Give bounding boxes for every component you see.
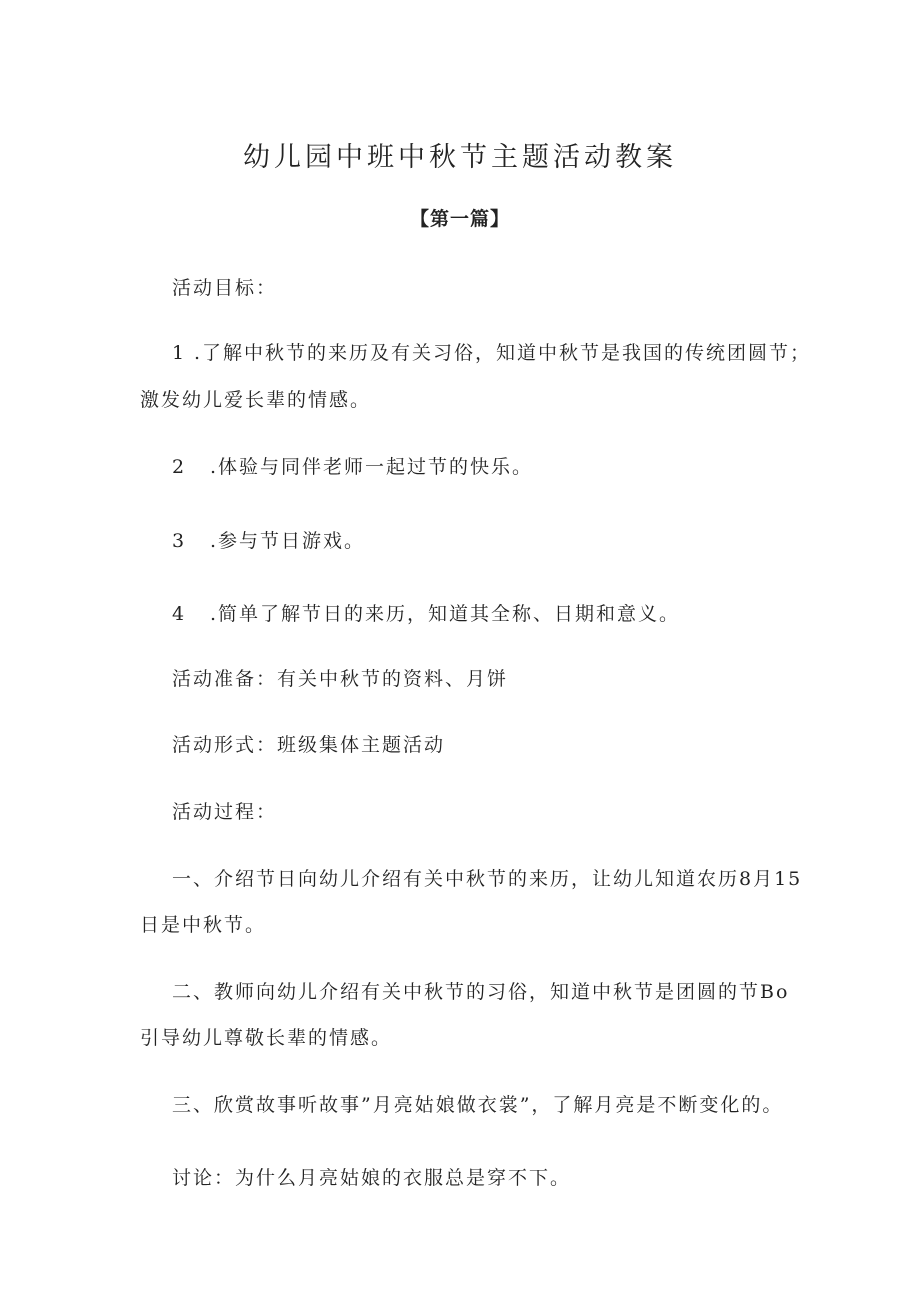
- paragraph-goal-1: [172, 341, 811, 365]
- document-title: 幼儿园中班中秋节主题活动教案: [243, 142, 677, 173]
- paragraph-discussion: 讨论：为什么月亮姑娘的衣服总是穿不下。: [172, 1167, 572, 1189]
- list-number: 3: [172, 530, 187, 552]
- paragraph-step-2: 二、教师向幼儿介绍有关中秋节的习俗，知道中秋节是团圆的节Bo: [172, 981, 790, 1003]
- paragraph-step-2-cont: 引导幼儿尊敬长辈的情感。: [140, 1027, 393, 1049]
- list-number: 2: [172, 456, 187, 478]
- paragraph-goals-heading: 活动目标：: [172, 277, 278, 299]
- paragraph-goal-4: [172, 602, 680, 626]
- paragraph-goal-2: [172, 455, 533, 479]
- section-heading: 【第一篇】: [409, 208, 510, 230]
- list-text: .参与节日游戏。: [210, 530, 366, 552]
- paragraph-step-3: 三、欣赏故事听故事”月亮姑娘做衣裳”，了解月亮是不断变化的。: [172, 1094, 784, 1116]
- list-text: .简单了解节日的来历，知道其全称、日期和意义。: [210, 603, 681, 625]
- list-text: .体验与同伴老师一起过节的快乐。: [210, 456, 534, 478]
- paragraph-form: 活动形式：班级集体主题活动: [172, 734, 446, 756]
- list-number: 4: [172, 603, 187, 625]
- paragraph-goal-3: [172, 529, 365, 553]
- paragraph-process-heading: 活动过程：: [172, 801, 278, 823]
- list-number: 1: [172, 342, 187, 364]
- paragraph-preparation: 活动准备：有关中秋节的资料、月饼: [172, 668, 509, 690]
- paragraph-goal-1-cont: 激发幼儿爱长辈的情感。: [140, 389, 372, 411]
- list-text: .了解中秋节的来历及有关习俗，知道中秋节是我国的传统团圆节；: [194, 342, 812, 364]
- paragraph-step-1: 一、介绍节日向幼儿介绍有关中秋节的来历，让幼儿知道农历8月15: [172, 868, 803, 890]
- paragraph-step-1-cont: 日是中秋节。: [140, 914, 267, 936]
